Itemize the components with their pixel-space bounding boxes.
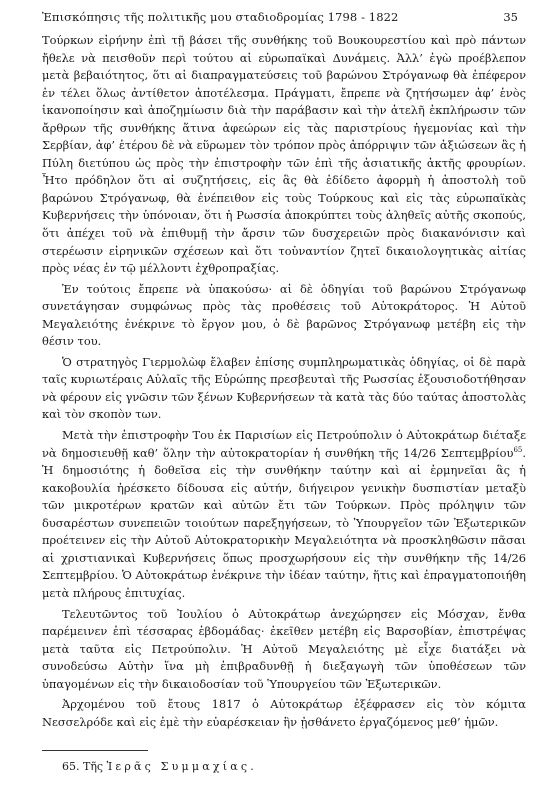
footnote-reference[interactable]: 65 [513,445,523,454]
page-number: 35 [503,10,518,24]
footnote-text-spaced: Ἱερᾶς Συμμαχίας. [106,760,257,773]
paragraph-2: Ἐν τούτοις ἔπρεπε νὰ ὑπακούσω· αἱ δὲ ὁδηγίαι τοῦ βαρώνου Στρόγανωφ συνετάγησαν συμφώνως πρὸς τὰς προθέσεις τοῦ Αὐτοκράτορος. Ἡ Αὐτοῦ Μεγαλειότης ἐνέκρινε τὸ ἔργον μου, ὁ δὲ βαρῶνος Στρόγανωφ μετέβη εἰς τὴν θέσιν του. [42,281,526,349]
running-header [42,10,526,28]
paragraph-4-text-after: . Ἡ δημοσιότης ἡ δοθεῖσα εἰς τὴν συνθήκην ταύτην καὶ αἱ ἑρμηνεῖαι ἃς ἡ κακοβουλία ἠρέσκετο δίδουσα εἰς αὐτήν, διήγειρον γενικὴν δυσπιστίαν μεταξὺ τῶν μικροτέρων κρατῶν καὶ αὐτῶν ἔτι τῶν Τούρκων. Πρὸς πρόληψιν τῶν δυσαρέστων συνεπειῶν τοιούτων παρεξηγήσεων, τὸ Ὑπουργεῖον τῶν Ἐξωτερικῶν προέτεινεν εἰς τὴν Αὐτοῦ Αὐτοκρατορικὴν Μεγαλειότητα νὰ προσκληθῶσιν πᾶσαι αἱ χριστιανικαὶ Κυβερνήσεις ὅπως προσχωρήσουν εἰς τὴν συνθήκην τῆς 14/26 Σεπτεμβρίου. Ὁ Αὐτοκράτωρ ἐνέκρινε τὴν ἰδέαν ταύτην, ἥτις καὶ ἐπραγματοποιήθη μετὰ πλήρους ἐπιτυχίας. [42,445,526,600]
paragraph-1: Τούρκων εἰρήνην ἐπὶ τῇ βάσει τῆς συνθήκης τοῦ Βουκουρεστίου καὶ πρὸ πάντων ἤθελε νὰ πεισθοῦν περὶ τούτου αἱ εὐρωπαϊκαὶ Δυνάμεις. Ἀλλ’ ἐγὼ προέβλεπον μετὰ βεβαιότητος, ὅτι αἱ διαπραγματεύσεις τοῦ βαρώνου Στρόγανωφ θὰ ἐπέφερον ἐν τέλει ὅλως ἀντίθετον ἀποτέλεσμα. Πράγματι, ἔπρεπε νὰ ζητήσωμεν ἀφ’ ἑνὸς ἱκανοποίησιν καὶ ἀποζημίωσιν διὰ τὴν παράβασιν καὶ τὴν ἀτελῆ ἐκπλήρωσιν τῶν ἄρθρων τῆς συνθήκης ἅτινα ἀφεώρων εἰς τὰς παριστρίους ἡγεμονίας καὶ τὴν Σερβίαν, ἀφ’ ἑτέρου δὲ νὰ εὕρωμεν τὸν τρόπον πρὸς ἀπόρριψιν τῶν ἀξιώσεων ἃς ἡ Πύλη διετύπου ὡς πρὸς τὴν ἐπιστροφὴν τῶν ἐπὶ τῆς ἀσιατικῆς ἀκτῆς φρουρίων. Ἦτο πρόδηλον ὅτι αἱ συζητήσεις, εἰς ἃς θὰ ἐδίδετο ἀφορμὴ ἡ ἀποστολὴ τοῦ βαρώνου Στρόγανωφ, θὰ ἐνέπειθον εἰς τοὺς Τούρκους καὶ εἰς τὰς εὐρωπαϊκὰς Κυβερνήσεις τὴν ὑπόνοιαν, ὅτι ἡ Ρωσσία ἀποκρύπτει τοὺς ἀληθεῖς αὐτῆς σκοπούς, ὅτι ἀπέχει τοῦ νὰ ἐπιθυμῇ τὴν ἄρσιν τῶν δυσχερειῶν πρὸς διακανόνισιν καὶ στερέωσιν εἰρηνικῶν σχέσεων καὶ ὅτι τοὐναντίον ζητεῖ δικαιολογητικὰς αἰτίας πρὸς νέας ἐν τῷ μέλλοντι ἐχθροπραξίας. [42,33,526,276]
footnote-number: 65. [62,760,80,773]
body-text [42,32,526,731]
running-title: Ἐπισκόπησις τῆς πολιτικῆς μου σταδιοδρομίας 1798 - 1822 [42,10,399,24]
paragraph-4-text-before: Μετὰ τὴν ἐπιστροφὴν Του ἐκ Παρισίων εἰς Πετρούπολιν ὁ Αὐτοκράτωρ διέταξε νὰ δημοσιευθῇ καθ’ ὅλην τὴν αὐτοκρατορίαν ἡ συνθήκη τῆς 14/26 Σεπτεμβρίου [42,428,526,460]
footnote-text-plain: Τῆς [83,760,104,773]
footnote-divider [42,750,148,751]
paragraph-5: Τελευτῶντος τοῦ Ἰουλίου ὁ Αὐτοκράτωρ ἀνεχώρησεν εἰς Μόσχαν, ἔνθα παρέμεινεν ἐπὶ τέσσαρας ἑβδομάδας· ἐκεῖθεν μετέβη εἰς Βαρσοβίαν, ἐπιστρέψας μετὰ ταῦτα εἰς Πετρούπολιν. Ἡ Αὐτοῦ Μεγαλειότης μὲ εἶχε διατάξει νὰ συνοδεύσω Αὐτὴν ἵνα μὴ ἐπιβραδυνθῇ ἡ διεξαγωγὴ τῶν ὑποθέσεων τῶν ὑπαγομένων εἰς τὴν δικαιοδοσίαν τοῦ Ὑπουργείου τῶν Ἐξωτερικῶν. [42,606,526,691]
paragraph-4 [42,427,526,602]
paragraph-6: Ἀρχομένου τοῦ ἔτους 1817 ὁ Αὐτοκράτωρ ἐξέφρασεν εἰς τὸν κόμιτα Νεσσελρόδε καὶ εἰς ἐμὲ τὴν εὐαρέσκειαν ἣν ᾐσθάνετο ἐργαζόμενος μεθ’ ἡμῶν. [42,697,526,729]
footnote [62,760,257,774]
paragraph-3: Ὁ στρατηγὸς Γιερμολὼφ ἔλαβεν ἐπίσης συμπληρωματικὰς ὁδηγίας, οἱ δὲ παρὰ ταῖς κυριωτέραις Αὐλαῖς τῆς Εὐρώπης πρεσβευταὶ τῆς Ρωσσίας ἐξουσιοδοτήθησαν νὰ φέρουν εἰς γνῶσιν τῶν ξένων Κυβερνήσεων τὰ κατὰ τὰς δύο ταύτας ἀποστολὰς καὶ τὸν σκοπὸν των. [42,354,526,422]
